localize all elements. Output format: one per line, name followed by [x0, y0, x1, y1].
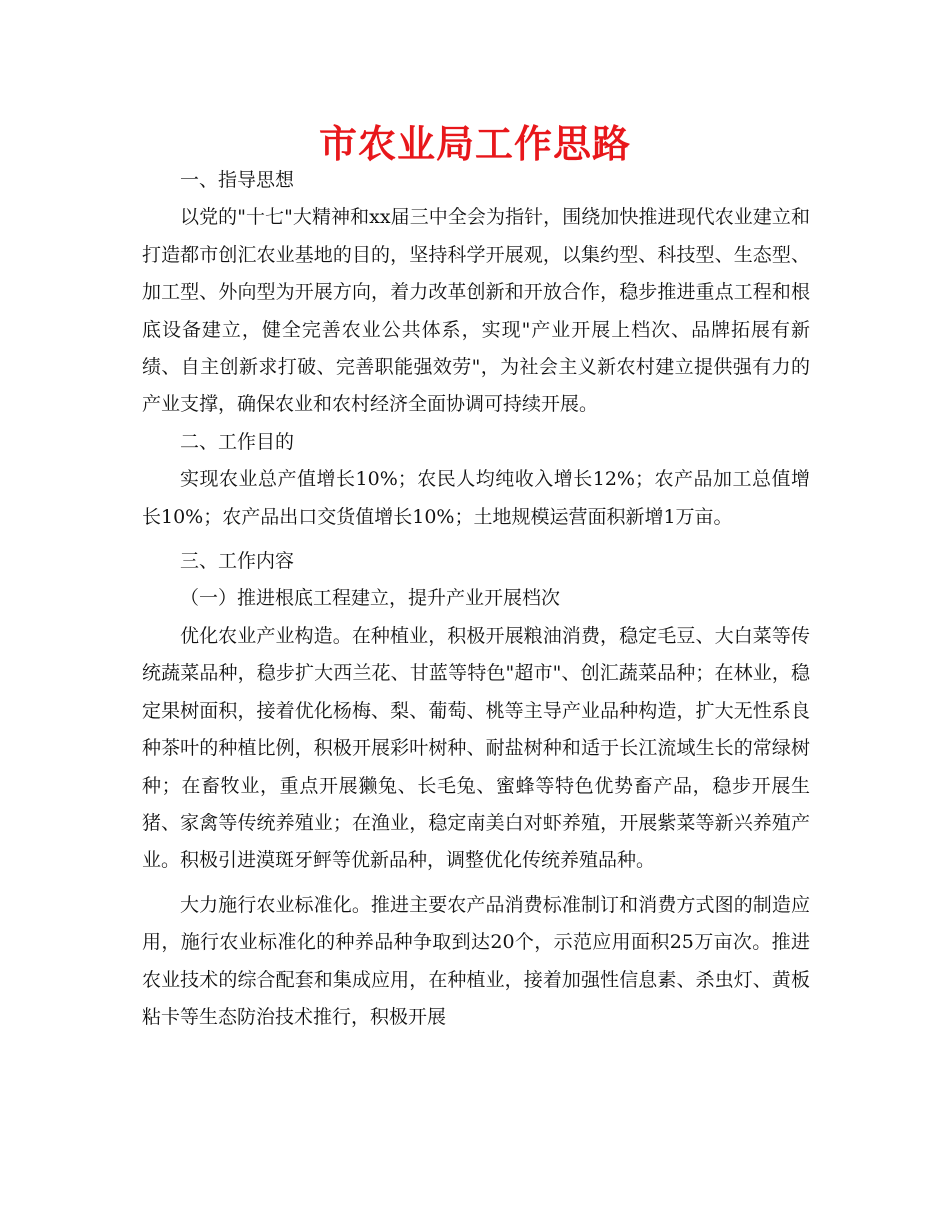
paragraph-work-goals: 实现农业总产值增长10%；农民人均纯收入增长12%；农产品加工总值增长10%；农产品出口交货值增长10%；土地规模运营面积新增1万亩。	[142, 468, 810, 528]
section-heading-guiding-thought: 一、指导思想	[180, 169, 295, 191]
paragraph-guiding-thought: 以党的"十七"大精神和xx届三中全会为指针，围绕加快推进现代农业建立和打造都市创汇农业基地的目的，坚持科学开展观，以集约型、科技型、生态型、加工型、外向型为开展方向，着力改革创新和开放合作，稳步推进重点工程和根底设备建立，健全完善农业公共体系，实现"产业开展上档次、品牌拓展有新绩、自主创新求打破、完善职能强效劳"，为社会主义新农村建立提供强有力的产业支撑，确保农业和农村经济全面协调可持续开展。	[142, 206, 810, 416]
subsection-heading-infrastructure: （一）推进根底工程建立，提升产业开展档次	[180, 587, 561, 610]
paragraph-standardization: 大力施行农业标准化。推进主要农产品消费标准制订和消费方式图的制造应用，施行农业标准化的种养品种争取到达20个，示范应用面积25万亩次。推进农业技术的综合配套和集成应用，在种植业，接着加强性信息素、杀虫灯、黄板粘卡等生态防治技术推行，积极开展	[142, 893, 810, 1028]
document-body	[142, 162, 810, 1036]
section-heading-work-goals: 二、工作目的	[180, 430, 295, 453]
section-heading-work-content: 三、工作内容	[180, 550, 295, 573]
paragraph-industry-structure: 优化农业产业构造。在种植业，积极开展粮油消费，稳定毛豆、大白菜等传统蔬菜品种，稳步扩大西兰花、甘蓝等特色"超市"、创汇蔬菜品种；在林业，稳定果树面积，接着优化杨梅、梨、葡萄、桃等主导产业品种构造，扩大无性系良种茶叶的种植比例，积极开展彩叶树种、耐盐树种和适于长江流域生长的常绿树种；在畜牧业，重点开展獭兔、长毛兔、蜜蜂等特色优势畜产品，稳步开展生猪、家禽等传统养殖业；在渔业，稳定南美白对虾养殖，开展紫菜等新兴养殖产业。积极引进漠斑牙鲆等优新品种，调整优化传统养殖品种。	[142, 624, 810, 872]
document-title: 市农业局工作思路	[318, 122, 631, 166]
